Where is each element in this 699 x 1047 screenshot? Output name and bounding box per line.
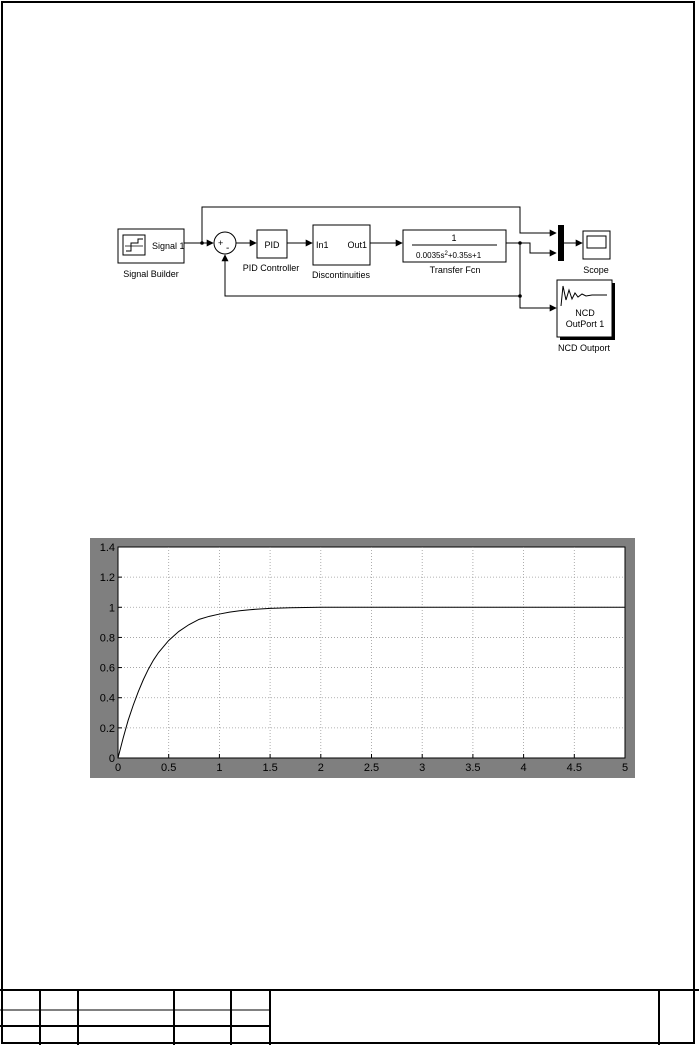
x-tick-label: 5 xyxy=(621,762,629,774)
transfer-fcn-denominator: $0.0035s^2+0.35s+1$ xyxy=(416,251,482,260)
ncd-outport-block[interactable] xyxy=(557,280,615,340)
branch-point xyxy=(518,241,522,245)
pid-controller-caption: PID Controller xyxy=(242,263,300,273)
x-tick-label: 2.5 xyxy=(363,762,380,774)
y-tick-label: 1.4 xyxy=(99,542,115,554)
x-tick-label: 1 xyxy=(216,762,223,774)
simulink-block-diagram xyxy=(0,0,699,380)
signal-builder-icon xyxy=(123,235,145,255)
x-tick-label: 1.5 xyxy=(262,762,278,774)
discontinuities-in-port: In1 xyxy=(316,240,329,250)
pid-label: PID xyxy=(264,240,280,250)
scope-caption: Scope xyxy=(583,265,609,275)
signal-lines xyxy=(184,207,582,308)
line-tf-to-mux xyxy=(506,243,556,253)
step-response-plot xyxy=(90,538,635,778)
y-tick-label: 0.4 xyxy=(99,692,115,705)
x-tick-label: 2 xyxy=(317,762,324,774)
branch-point xyxy=(200,241,204,245)
discontinuities-out-port: Out1 xyxy=(347,240,367,250)
mux-block[interactable] xyxy=(558,225,564,261)
y-tick-label: 0.8 xyxy=(99,632,115,645)
y-tick-label: 1.2 xyxy=(99,572,115,585)
signal-builder-caption: Signal Builder xyxy=(123,269,179,279)
branch-point xyxy=(518,294,522,298)
ncd-label-line2: OutPort 1 xyxy=(565,319,605,329)
sum-plus-sign: + xyxy=(218,238,224,248)
scope-block[interactable] xyxy=(583,231,610,259)
scope-screen-icon xyxy=(587,236,606,248)
y-tick-label: 0 xyxy=(108,753,115,765)
x-tick-label: 0.5 xyxy=(161,762,177,774)
transfer-fcn-block[interactable] xyxy=(403,230,506,262)
x-tick-label: 4.5 xyxy=(566,762,582,774)
sum-minus-sign: - xyxy=(226,243,230,254)
y-tick-label: 1 xyxy=(108,602,115,615)
y-tick-label: 0.6 xyxy=(99,662,115,675)
x-tick-label: 3 xyxy=(419,762,426,774)
title-block xyxy=(0,988,699,1047)
transfer-fcn-caption: Transfer Fcn xyxy=(429,265,481,275)
signal-builder-block[interactable] xyxy=(118,229,185,263)
y-tick-label: 0.2 xyxy=(99,722,115,735)
x-tick-label: 3.5 xyxy=(465,762,481,774)
pid-controller-block[interactable] xyxy=(257,230,287,258)
ncd-outport-caption: NCD Outport xyxy=(557,343,611,353)
ncd-label-line1: NCD xyxy=(575,308,595,318)
sum-block[interactable] xyxy=(214,232,236,254)
x-tick-label: 0 xyxy=(114,762,122,774)
transfer-fcn-numerator: 1 xyxy=(451,233,457,243)
discontinuities-block[interactable] xyxy=(313,225,370,265)
signal-builder-port-label: Signal 1 xyxy=(152,241,185,251)
discontinuities-caption: Discontinuities xyxy=(311,270,371,280)
x-tick-label: 4 xyxy=(520,762,527,774)
